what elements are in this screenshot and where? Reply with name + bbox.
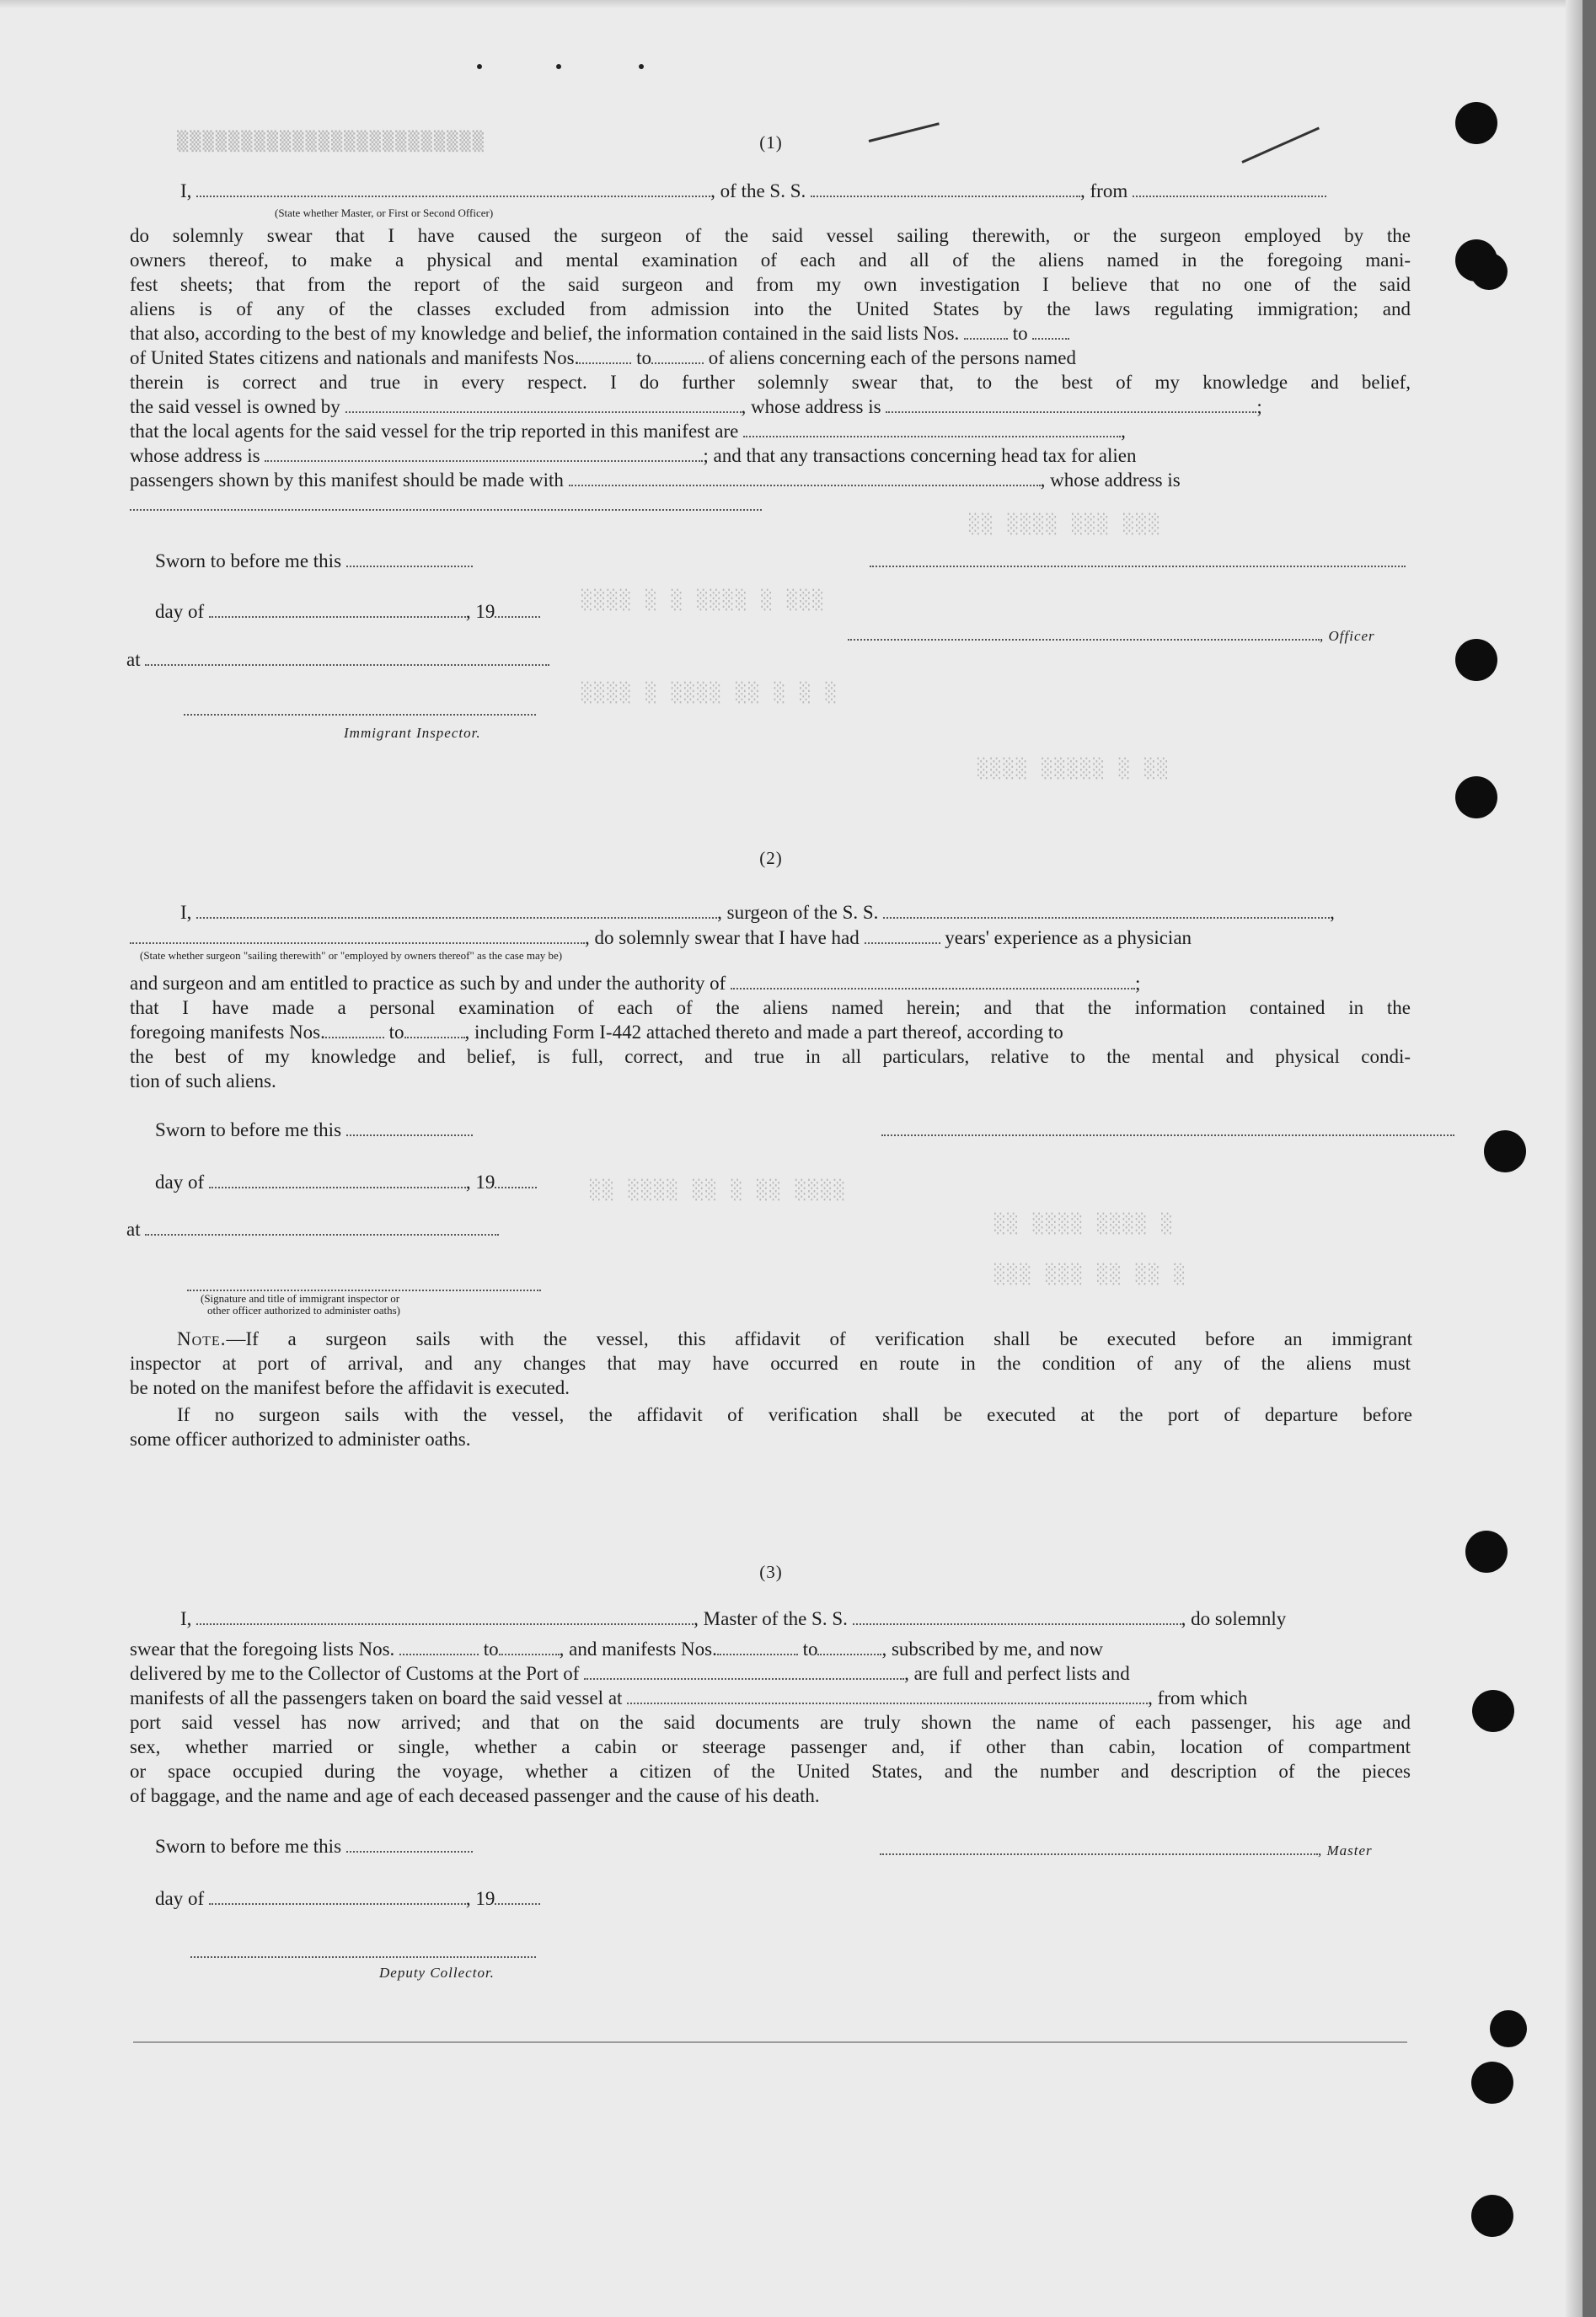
bleed-through: ░░ ░░░░ ░░░ ░░░ (969, 514, 1162, 535)
s1-inspector-label: Immigrant Inspector. (344, 725, 481, 741)
s3-year-blank[interactable] (495, 1888, 540, 1905)
bleed-through: ▒▒▒▒▒▒▒▒▒▒▒▒▒▒▒▒▒▒▒▒▒▒▒▒ (177, 131, 485, 153)
punch-hole (1470, 253, 1508, 290)
section-2-number: (2) (759, 848, 783, 868)
s1-sworn: Sworn to before me this (155, 549, 473, 573)
bleed-through: ░░░░ ░░░░░ ░ ░░ (977, 759, 1170, 780)
s2-at: at (126, 1217, 499, 1242)
bleed-through: ░░ ░░░░ ░░░░ ░ (994, 1214, 1175, 1235)
s1-line-1: I, , of the S. S. , from (180, 179, 1326, 203)
s3-collector-label: Deputy Collector. (379, 1965, 495, 1981)
s1-para-line: fest sheets; that from the report of the said surgeon and from my own investigation I believe that no one of the said (130, 274, 1411, 295)
s2-surgeon-sign-line (881, 1118, 1454, 1142)
s1-para-line (130, 492, 762, 517)
head-tax-address-blank[interactable] (130, 494, 762, 511)
s1-para-line: passengers shown by this manifest should be made with , whose address is (130, 469, 1181, 491)
manifest-from-blank[interactable] (579, 347, 631, 364)
s3-para-line: sex, whether married or single, whether a cabin or steerage passenger and, if other than cabin, location of compartment (130, 1736, 1411, 1757)
punch-hole (1455, 639, 1497, 681)
bottom-rule (133, 2041, 1407, 2043)
year-blank[interactable] (495, 601, 540, 618)
bleed-through: ░░░ ░░░ ░░ ░░ ░ (994, 1264, 1187, 1285)
lists-from-blank[interactable] (964, 323, 1008, 340)
s1-para-line: that the local agents for the said vessel for the trip reported in this manifest are , (130, 421, 1126, 442)
bleed-through: ░░░░ ░ ░ ░░░░ ░ ░░░ (581, 590, 826, 611)
note-line: inspector at port of arrival, and any changes that may have occurred en route in the condition of any of the aliens must (130, 1353, 1411, 1374)
page-top-shadow (0, 0, 1596, 8)
s3-para-line: manifests of all the passengers taken on board the said vessel at , from which (130, 1687, 1248, 1708)
note-line: Note.—If a surgeon sails with the vessel, this affidavit of verification shall be executed before an immigrant (177, 1328, 1412, 1349)
s3-master-sign: , Master (880, 1837, 1373, 1863)
s2-line-2: , do solemnly swear that I have had years' experience as a physician (130, 925, 1192, 950)
s3-lists-from-blank[interactable] (399, 1639, 479, 1655)
s3-day-of: day of , 19 (155, 1886, 540, 1911)
agents-address-blank[interactable] (265, 445, 703, 462)
note-line: If no surgeon sails with the vessel, the affidavit of verification shall be executed at the port of departure before (177, 1404, 1412, 1425)
punch-hole (1484, 1130, 1526, 1172)
head-tax-party-blank[interactable] (569, 469, 1041, 486)
s1-officer-note: (State whether Master, or First or Second Officer) (275, 206, 494, 219)
s2-para-line: that I have made a personal examination of each of the aliens named herein; and that the information contained in the (130, 997, 1411, 1018)
s2-day-of: day of , 19 (155, 1170, 537, 1194)
s1-inspector-line (184, 697, 536, 721)
collector-signature-blank[interactable] (190, 1941, 536, 1958)
s2-para-line: foregoing manifests Nos. to , including Form I-442 attached thereto and made a part thereof, according to (130, 1022, 1063, 1043)
s2-day-of-blank[interactable] (209, 1172, 466, 1188)
day-of-blank[interactable] (209, 601, 466, 618)
s1-para-line: do solemnly swear that I have caused the surgeon of the said vessel sailing therewith, or the surgeon employed by the (130, 225, 1411, 246)
manifest-to-blank[interactable] (651, 347, 704, 364)
s2-sig-note-2: other officer authorized to administer oaths) (207, 1304, 400, 1317)
s1-para-line: aliens is of any of the classes excluded from admission into the United States by the laws regulating immigration; and (130, 298, 1411, 319)
punch-hole (1490, 2010, 1527, 2047)
s2-sworn-date-blank[interactable] (346, 1119, 473, 1136)
section-3-number: (3) (759, 1562, 783, 1582)
s3-sworn-date-blank[interactable] (346, 1836, 473, 1853)
punch-hole (1471, 2062, 1513, 2104)
s2-official-signature-blank[interactable] (187, 1274, 541, 1291)
s2-para-line: the best of my knowledge and belief, is full, correct, and true in all particulars, relative to the mental and physical condi- (130, 1046, 1411, 1067)
s2-line-1: I, , surgeon of the S. S. , (180, 902, 1335, 923)
owner-address-blank[interactable] (886, 396, 1256, 413)
at-place-blank[interactable] (145, 649, 549, 666)
bleed-through: ░░ ░░░░ ░░ ░ ░░ ░░░░ (590, 1180, 847, 1201)
s3-vessel-blank[interactable] (853, 1608, 1181, 1625)
s3-lists-to-blank[interactable] (499, 1639, 560, 1655)
page-edge (1583, 0, 1596, 2317)
s1-para-line: the said vessel is owned by , whose address is ; (130, 396, 1262, 417)
s2-manifest-from-blank[interactable] (325, 1022, 384, 1038)
s1-para-line: that also, according to the best of my knowledge and belief, the information contained in the said lists Nos. to (130, 321, 1069, 346)
lists-to-blank[interactable] (1032, 323, 1069, 340)
note-line: some officer authorized to administer oaths. (130, 1429, 471, 1450)
port-blank[interactable] (584, 1663, 904, 1680)
surgeon-status-blank[interactable] (130, 927, 585, 944)
ink-speck (477, 64, 482, 69)
s2-sworn: Sworn to before me this (155, 1118, 473, 1142)
s2-sig-note-1: (Signature and title of immigrant inspector or (201, 1292, 400, 1305)
s2-para-line: tion of such aliens. (130, 1070, 276, 1091)
s1-day-of: day of , 19 (155, 599, 540, 624)
s1-para-line: of United States citizens and nationals and manifests Nos. to of aliens concerning each of the persons named (130, 347, 1076, 368)
s3-para-line: of baggage, and the name and age of each deceased passenger and the cause of his death. (130, 1785, 820, 1806)
authority-blank[interactable] (731, 973, 1135, 990)
s2-vessel-blank[interactable] (883, 902, 1330, 919)
s2-para-line: and surgeon and am entitled to practice as such by and under the authority of ; (130, 973, 1141, 994)
departure-port-blank[interactable] (1133, 180, 1326, 197)
s1-para-line: therein is correct and true in every respect. I do further solemnly swear that, to the best of my knowledge and belief, (130, 372, 1411, 393)
s2-manifest-to-blank[interactable] (404, 1022, 465, 1038)
s1-at: at (126, 647, 549, 672)
s3-para-line: swear that the foregoing lists Nos. to , and manifests Nos. to , subscribed by me, and now (130, 1639, 1104, 1660)
s2-at-place-blank[interactable] (145, 1219, 499, 1236)
vessel-name-blank[interactable] (811, 180, 1080, 197)
section-1-number: (1) (759, 132, 783, 153)
s3-line-1: I, , Master of the S. S. , do solemnly (180, 1608, 1287, 1629)
master-signature-blank[interactable] (880, 1838, 1318, 1855)
page-edge-shadow (1566, 0, 1583, 2317)
s3-master-name-blank[interactable] (196, 1608, 694, 1625)
s3-para-line: delivered by me to the Collector of Customs at the Port of , are full and perfect lists and (130, 1663, 1130, 1684)
inspector-signature-blank[interactable] (184, 699, 536, 716)
s3-sworn: Sworn to before me this (155, 1834, 473, 1858)
s3-day-of-blank[interactable] (209, 1888, 466, 1905)
s3-para-line: or space occupied during the voyage, whether a citizen of the United States, and the number and description of the pieces (130, 1761, 1411, 1782)
s1-para-line: whose address is ; and that any transactions concerning head tax for alien (130, 445, 1137, 466)
ink-speck (556, 64, 561, 69)
officer-name-blank[interactable] (848, 624, 1320, 641)
note-label: Note. (177, 1328, 227, 1349)
s2-year-blank[interactable] (495, 1172, 537, 1188)
officer-signature-blank[interactable] (870, 550, 1406, 567)
note-line: be noted on the manifest before the affidavit is executed. (130, 1377, 570, 1398)
s1-para-line: owners thereof, to make a physical and mental examination of each and all of the aliens named in the foregoing mani- (130, 249, 1411, 271)
punch-hole (1471, 2195, 1513, 2237)
s3-manifests-from-blank[interactable] (717, 1639, 798, 1655)
s2-status-note: (State whether surgeon "sailing therewith" or "employed by owners thereof" as the case may be) (140, 949, 563, 962)
years-experience-blank[interactable] (865, 927, 940, 944)
s3-manifests-to-blank[interactable] (817, 1639, 881, 1655)
s1-officer-sign-line (870, 549, 1406, 573)
bleed-through: ░░░░ ░ ░░░░ ░░ ░ ░ ░ (581, 683, 838, 704)
ink-speck (639, 64, 644, 69)
boarding-port-blank[interactable] (627, 1687, 1148, 1704)
s1-officer: , Officer (848, 622, 1375, 648)
sworn-date-blank[interactable] (346, 550, 473, 567)
punch-hole (1455, 776, 1497, 818)
master-name-blank[interactable] (196, 180, 710, 197)
owner-blank[interactable] (345, 396, 742, 413)
surgeon-name-blank[interactable] (196, 902, 717, 919)
s3-para-line: port said vessel has now arrived; and that on the said documents are truly shown the name of each passenger, his age and (130, 1712, 1411, 1733)
punch-hole (1472, 1690, 1514, 1732)
surgeon-signature-blank[interactable] (881, 1119, 1454, 1136)
agents-blank[interactable] (743, 421, 1121, 437)
